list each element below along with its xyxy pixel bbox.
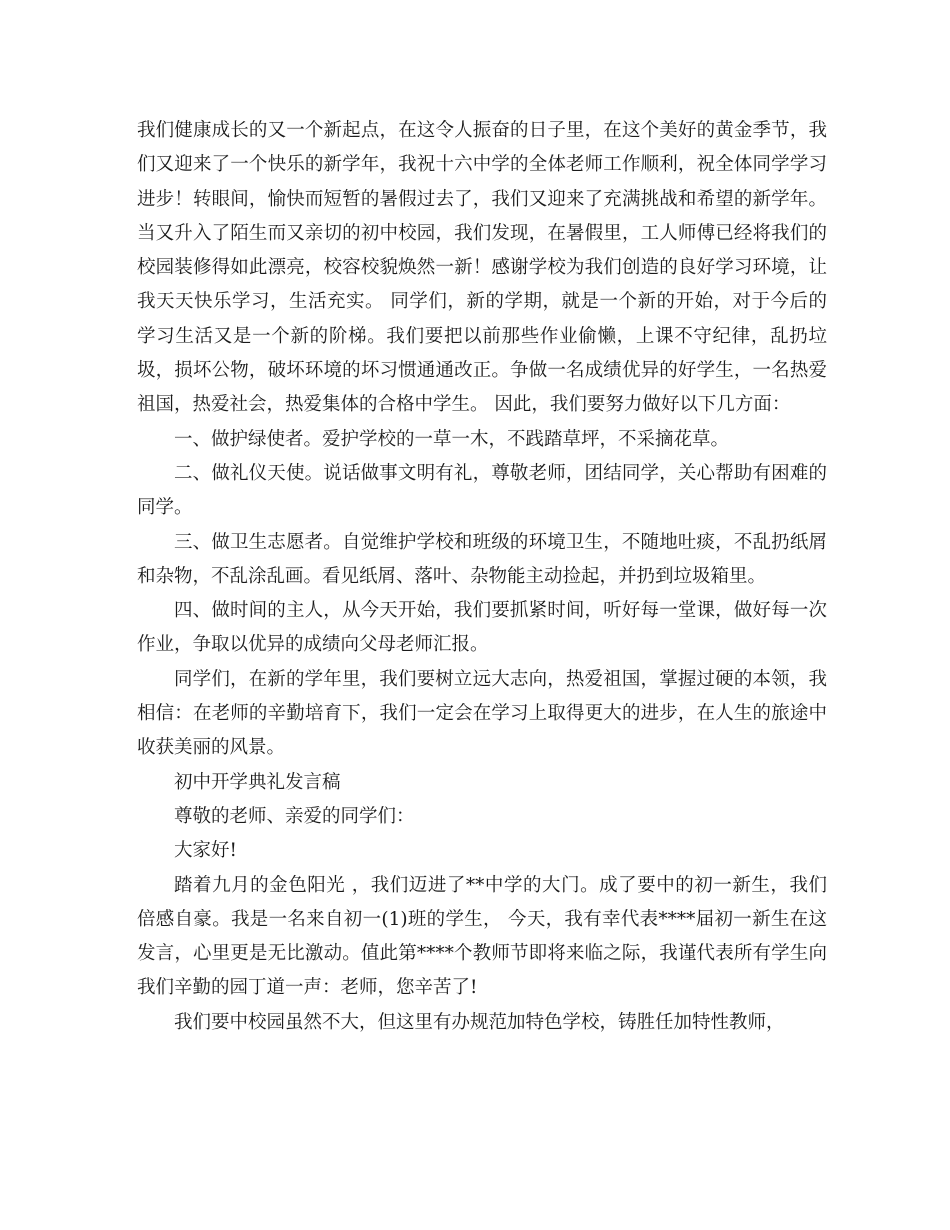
paragraph-intro: 我们健康成长的又一个新起点，在这令人振奋的日子里，在这个美好的黄金季节，我们又迎来了一个快乐的新学年，我祝十六中学的全体老师工作顺利，祝全体同学学习进步！转眼间，愉快而短暂的暑假过去了，我们又迎来了充满挑战和希望的新学年。当又升入了陌生而又亲切的初中校园，我们发现，在暑假里，工人师傅已经将我们的校园装修得如此漂亮，校容校貌焕然一新！感谢学校为我们创造的良好学习环境，让我天天快乐学习，生活充实。 同学们，新的学期，就是一个新的开始，对于今后的学习生活又是一个新的阶梯。我们要把以前那些作业偷懒，上课不守纪律，乱扔垃圾，损坏公物，破坏环境的坏习惯通通改正。争做一名成绩优异的好学生，一名热爱祖国，热爱社会，热爱集体的合格中学生。 因此，我们要努力做好以下几方面： bbox=[137, 120, 827, 416]
paragraph-speech-1: 踏着九月的金色阳光 ，我们迈进了**中学的大门。成了要中的初一新生，我们倍感自豪。我是一名来自初一(1)班的学生， 今天，我有幸代表****届初一新生在这发言，心里更是无比激动。值此第****个教师节即将来临之际，我谨代表所有学生向我们辛勤的园丁道一声：老师，您辛苦了! bbox=[137, 874, 827, 999]
paragraph-point-1: 一、做护绿使者。爱护学校的一草一木，不践踏草坪，不采摘花草。 bbox=[174, 428, 730, 450]
paragraph-conclusion: 同学们，在新的学年里，我们要树立远大志向，热爱祖国，掌握过硬的本领，我相信：在老师的辛勤培育下，我们一定会在学习上取得更大的进步，在人生的旅途中收获美丽的风景。 bbox=[137, 668, 827, 759]
paragraph-point-4: 四、做时间的主人，从今天开始，我们要抓紧时间，听好每一堂课，做好每一次作业，争取以优异的成绩向父母老师汇报。 bbox=[137, 600, 827, 656]
greeting: 大家好! bbox=[174, 840, 237, 862]
paragraph-speech-2: 我们要中校园虽然不大，但这里有办规范加特色学校，铸胜任加特性教师， bbox=[174, 1011, 785, 1033]
paragraph-point-2: 二、做礼仪天使。说话做事文明有礼，尊敬老师，团结同学，关心帮助有困难的同学。 bbox=[137, 462, 827, 519]
salutation: 尊敬的老师、亲爱的同学们： bbox=[174, 805, 415, 827]
section-title: 初中开学典礼发言稿 bbox=[174, 771, 341, 793]
paragraph-point-3: 三、做卫生志愿者。自觉维护学校和班级的环境卫生，不随地吐痰，不乱扔纸屑和杂物，不乱涂乱画。看见纸屑、落叶、杂物能主动捡起，并扔到垃圾箱里。 bbox=[137, 531, 827, 587]
document-body bbox=[137, 114, 827, 1040]
